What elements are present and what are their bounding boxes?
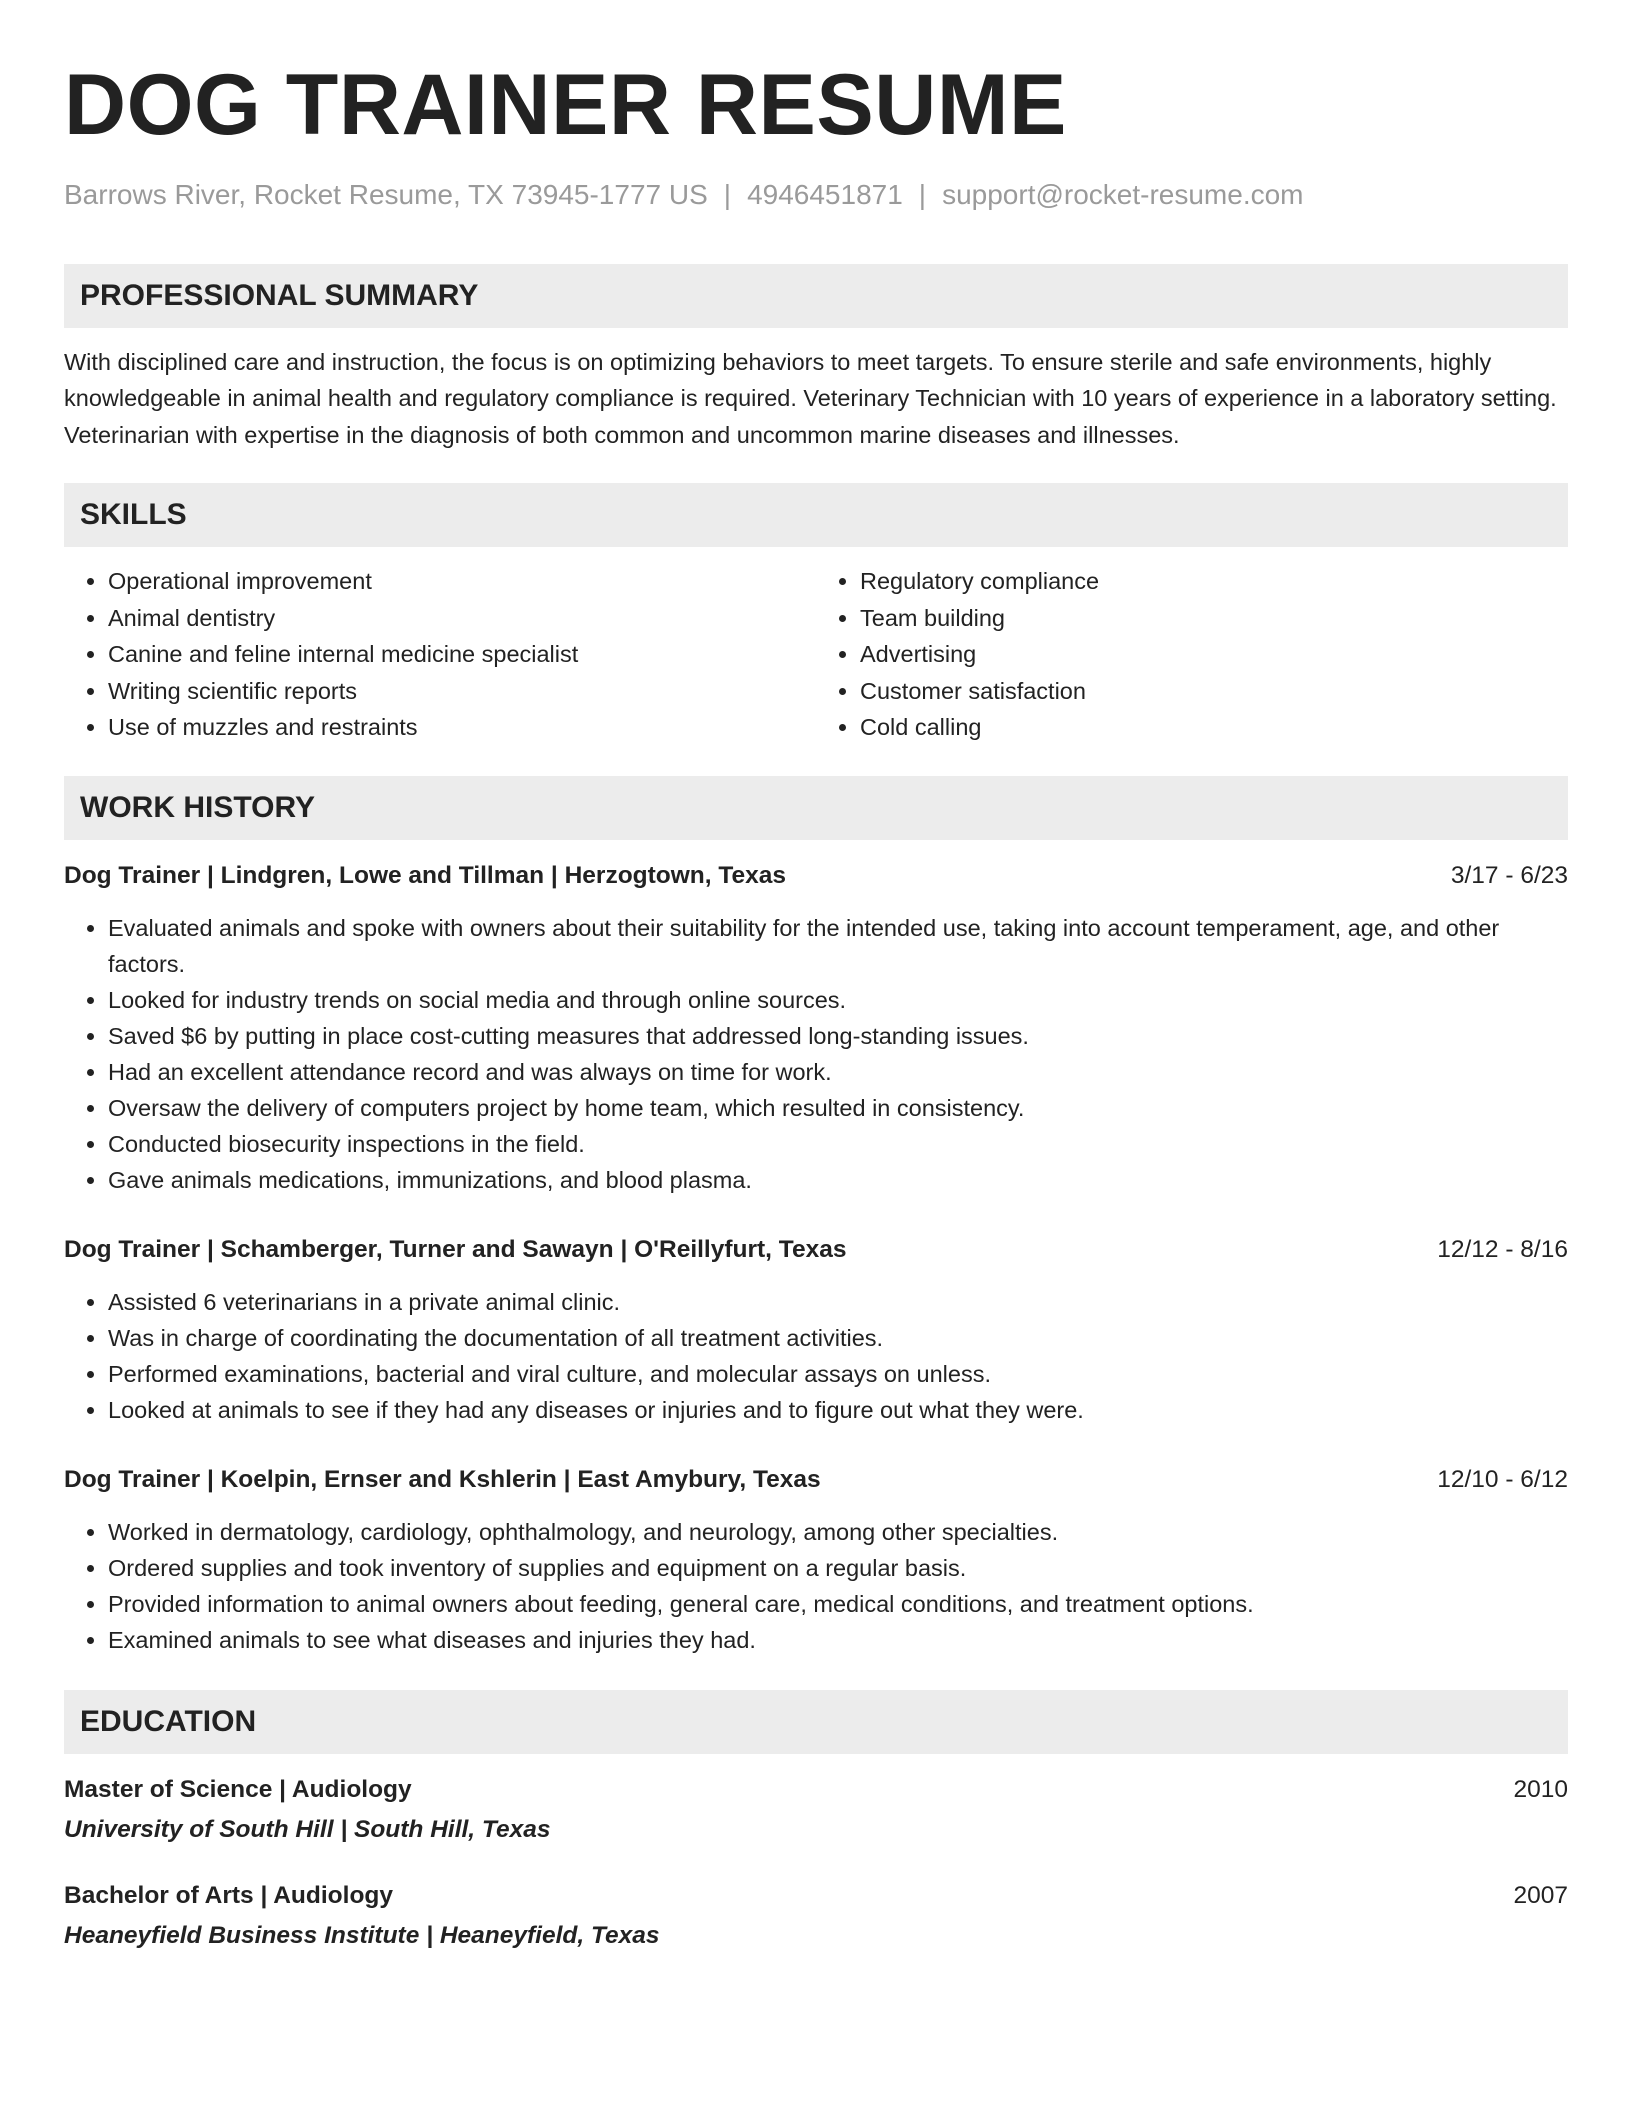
skill-item: • Team building [860,600,1568,637]
job-bullets [64,1284,1568,1428]
contact-address: Barrows River, Rocket Resume, TX 73945-1777 US [64,179,708,210]
contact-line [64,178,1568,212]
contact-phone: 4946451871 [747,179,903,210]
section-header-summary: PROFESSIONAL SUMMARY [64,264,1568,328]
skill-item: • Canine and feline internal medicine specialist [108,636,816,673]
contact-email: support@rocket-resume.com [942,179,1304,210]
skill-item: • Animal dentistry [108,600,816,637]
contact-separator: | [918,179,927,210]
job-bullet: • Assisted 6 veterinarians in a private animal clinic. [108,1284,1568,1320]
education-degree: Master of Science | Audiology [64,1775,412,1803]
job-bullets [64,1514,1568,1658]
job-header [64,1232,1568,1268]
skill-item: • Customer satisfaction [860,673,1568,710]
job-header [64,858,1568,894]
job-dates: 12/10 - 6/12 [1437,1465,1568,1493]
education-entry [64,1772,1568,1848]
job-bullet: • Examined animals to see what diseases and injuries they had. [108,1622,1568,1658]
skills-column-right [816,563,1568,746]
skills-list [64,563,1568,746]
job-bullet: • Conducted biosecurity inspections in the field. [108,1126,1568,1162]
summary-text: With disciplined care and instruction, the focus is on optimizing behaviors to meet targets. To ensure sterile and safe environments, highly knowledgeable in animal health and regulatory compliance is required. Veterinary Technician with 10 years of experience in a laboratory setting. Veterinarian with expertise in the diagnosis of both common and uncommon marine diseases and illnesses. [64,348,1557,448]
education-entry [64,1878,1568,1954]
education-header [64,1878,1568,1914]
job-bullet: • Evaluated animals and spoke with owners about their suitability for the intended use, taking into account temperament, age, and other factors. [108,910,1568,982]
job-bullet: • Performed examinations, bacterial and viral culture, and molecular assays on unless. [108,1356,1568,1392]
job-bullet: • Saved $6 by putting in place cost-cutting measures that addressed long-standing issues. [108,1018,1568,1054]
job-entry [64,858,1568,1198]
job-dates: 12/12 - 8/16 [1437,1235,1568,1263]
education-degree: Bachelor of Arts | Audiology [64,1881,394,1909]
education-year: 2010 [1513,1775,1568,1803]
job-bullet: • Looked at animals to see if they had any diseases or injuries and to figure out what they were. [108,1392,1568,1428]
job-entry [64,1462,1568,1658]
skills-column-left [64,563,816,746]
job-bullet: • Oversaw the delivery of computers project by home team, which resulted in consistency. [108,1090,1568,1126]
education-school: Heaneyfield Business Institute | Heaneyfield, Texas [64,1921,660,1949]
education-year: 2007 [1513,1881,1568,1909]
contact-separator: | [723,179,732,210]
skill-item: • Use of muzzles and restraints [108,709,816,746]
section-header-education: EDUCATION [64,1690,1568,1754]
education-header [64,1772,1568,1808]
job-bullets [64,910,1568,1198]
job-bullet: • Provided information to animal owners about feeding, general care, medical conditions, and treatment options. [108,1586,1568,1622]
education-school: University of South Hill | South Hill, Texas [64,1815,551,1843]
job-bullet: • Had an excellent attendance record and was always on time for work. [108,1054,1568,1090]
resume-title: DOG TRAINER RESUME [64,57,1067,153]
job-bullet: • Worked in dermatology, cardiology, ophthalmology, and neurology, among other specialties. [108,1514,1568,1550]
skill-item: • Operational improvement [108,563,816,600]
skill-item: • Regulatory compliance [860,563,1568,600]
skill-item: • Advertising [860,636,1568,673]
section-header-skills: SKILLS [64,483,1568,547]
skill-item: • Writing scientific reports [108,673,816,710]
job-entry [64,1232,1568,1428]
job-title: Dog Trainer | Koelpin, Ernser and Kshlerin | East Amybury, Texas [64,1465,821,1493]
job-bullet: • Ordered supplies and took inventory of supplies and equipment on a regular basis. [108,1550,1568,1586]
job-title: Dog Trainer | Lindgren, Lowe and Tillman | Herzogtown, Texas [64,861,787,889]
job-bullet: • Was in charge of coordinating the documentation of all treatment activities. [108,1320,1568,1356]
section-header-work-history: WORK HISTORY [64,776,1568,840]
skill-item: • Cold calling [860,709,1568,746]
job-bullet: • Looked for industry trends on social media and through online sources. [108,982,1568,1018]
job-dates: 3/17 - 6/23 [1450,861,1568,889]
job-bullet: • Gave animals medications, immunizations, and blood plasma. [108,1162,1568,1198]
job-title: Dog Trainer | Schamberger, Turner and Sawayn | O'Reillyfurt, Texas [64,1235,847,1263]
job-header [64,1462,1568,1498]
